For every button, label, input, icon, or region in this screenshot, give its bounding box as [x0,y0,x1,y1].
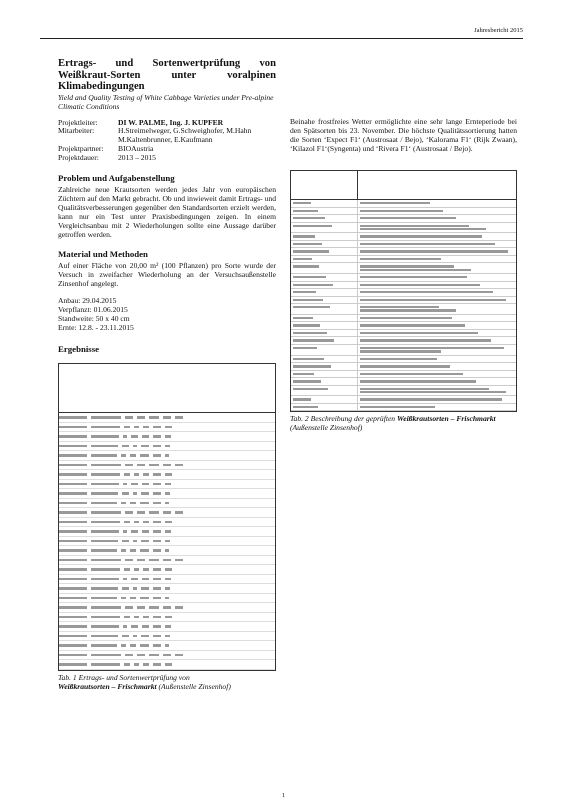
table-row [59,556,275,566]
table-row [59,584,275,594]
results-table-image [58,363,276,671]
table-row [59,442,275,452]
table-row [291,345,516,356]
table-row [291,248,516,256]
table-row [291,356,516,364]
table-row [291,256,516,264]
section-text-methods: Auf einer Fläche von 20,00 m² (100 Pflanzen) pro Sorte wurde der Versuch in zweifacher Wiederholung an der Versuchsaußenstelle Zinsenhof angelegt. [58,261,276,289]
date-line: Verpflanzt: 01.06.2015 [58,305,128,315]
table-row [59,480,275,490]
table-row [59,537,275,547]
table-row [59,499,275,509]
table-row [291,337,516,345]
right-column [290,117,517,432]
table-row [59,622,275,632]
page-number: 1 [281,792,286,799]
table-row [59,660,275,670]
table-row [59,641,275,651]
table-row [59,613,275,623]
table-row [59,575,275,585]
left-column [58,58,276,691]
project-meta [58,119,276,164]
article-title: Ertrags- und Sortenwertprüfung von Weißkraut-Sorten unter voralpinen Klimabedingungen [58,58,276,92]
table-row [291,297,516,305]
table-row [291,396,516,404]
table-row [291,223,516,234]
table2-caption: Tab. 2 Beschreibung der geprüften Weißkrautsorten – Frischmarkt (Außenstelle Zinsenhof) [290,414,496,433]
table-row [59,508,275,518]
article-subtitle: Yield and Quality Testing of White Cabbage Varieties under Pre-alpine Climatic Conditions [58,92,274,111]
table-row [291,315,516,323]
results-text: Beinahe frostfreies Wetter ermöglichte eine sehr lange Ernteperiode bei den Spätsorten bis 23. November. Die höchste Qualitätssortierung hatten die Sorten ‘Expect F1‘ (Austrosaat / Bejo), ‘Kalorama F1‘ (Rijk Zwaan), ‘Kilazol F1‘(Syngenta) und ‘Rivera F1‘ (Austrosaat / Bejo). [290,117,517,153]
table-row [59,632,275,642]
table-row [291,322,516,330]
table-row [291,289,516,297]
table-row [59,470,275,480]
table-row [291,282,516,290]
trial-dates [58,296,276,332]
meta-key: Projektleiter: [58,117,98,127]
table-row [291,330,516,338]
meta-row-staff [58,127,276,145]
table-row [59,518,275,528]
date-line: Standweite: 50 x 40 cm [58,314,130,324]
table-row [291,386,516,397]
table-row [59,603,275,613]
meta-key: Mitarbeiter: [58,126,95,136]
section-heading-results: Ergebnisse [58,344,100,355]
table-row [291,233,516,241]
table-row [291,404,516,412]
meta-row-duration [58,154,276,163]
date-line: Ernte: 12.8. - 23.11.2015 [58,323,134,333]
meta-value: DI W. PALME, Ing. J. KUPFER [118,117,224,127]
table-row [59,527,275,537]
table-row [59,546,275,556]
table-row [291,208,516,216]
table-row [59,451,275,461]
meta-key: Projektpartner: [58,144,104,154]
variety-description-table-image [290,170,517,412]
table-row [291,363,516,371]
meta-value: 2013 – 2015 [118,153,156,163]
results-table-header [59,364,275,413]
table-row [59,423,275,433]
table-row [291,274,516,282]
section-text-problem: Zahlreiche neue Krautsorten werden jedes Jahr von europäischen Züchtern auf den Markt gebracht. Ob und inwieweit damit Ertrags- und Qualitätsverbesserungen gegenüber den Standardsorten erzielt werden, kann nur ein Test unter Praxisbedingungen zeigen. In einem Vergleichsanbau mit 2 Wiederholungen sollte eine Aussage darüber getroffen werden. [58,185,276,240]
section-heading-problem: Problem und Aufgabenstellung [58,173,175,184]
table-row [291,304,516,315]
table-row [291,215,516,223]
table-row [59,461,275,471]
table-row [59,651,275,661]
header-rule [40,38,523,39]
running-header: Jahresbericht 2015 [474,27,523,34]
meta-value: H.Streimelweger, G.Schweighofer, M.Hahn M.Kaltenbrunner, E.Kaufmann [118,126,252,145]
table-row [291,371,516,379]
table-row [59,489,275,499]
section-heading-methods: Material und Methoden [58,249,148,260]
table-row [291,263,516,274]
date-line: Anbau: 29.04.2015 [58,296,117,306]
table-row [59,594,275,604]
table-row [291,200,516,208]
table-row [59,565,275,575]
meta-key: Projektdauer: [58,153,99,163]
table1-caption: Tab. 1 Ertrags- und Sortenwertprüfung von Weißkrautsorten – Frischmarkt (Außenstelle Zinsenhof) [58,672,231,691]
table-row [59,413,275,423]
table-row [291,378,516,386]
meta-value: BIOAustria [118,144,154,154]
table-row [59,432,275,442]
table-row [291,241,516,249]
variety-table-header [291,171,516,200]
